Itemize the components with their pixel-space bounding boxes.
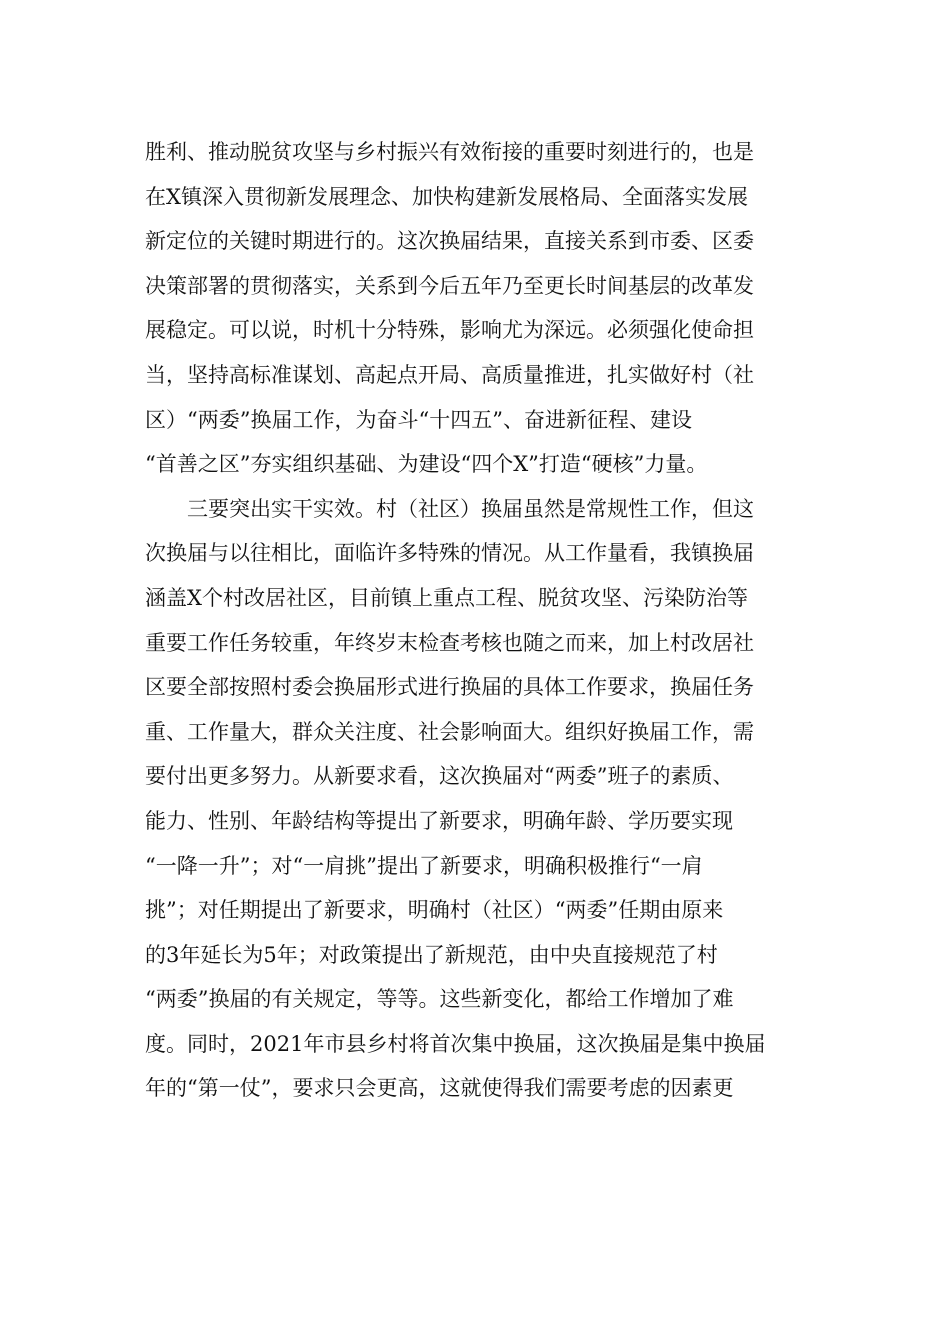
body-text — [145, 130, 825, 1111]
text-line: 重、工作量大，群众关注度、社会影响面大。组织好换届工作，需 — [145, 719, 754, 744]
text-line: 当，坚持高标准谋划、高起点开局、高质量推进，扎实做好村（社 — [145, 362, 754, 387]
text-line: 要付出更多努力。从新要求看，这次换届对“两委”班子的素质、 — [145, 764, 734, 789]
text-line: 挑”；对任期提出了新要求，明确村（社区）“两委”任期由原来 — [145, 898, 724, 923]
text-line: 区）“两委”换届工作，为奋斗“十四五”、奋进新征程、建设 — [145, 407, 692, 432]
text-line: 展稳定。可以说，时机十分特殊，影响尤为深远。必须强化使命担 — [145, 318, 754, 343]
text-line: “两委”换届的有关规定，等等。这些新变化，都给工作增加了难 — [145, 987, 734, 1012]
text-line: 度。同时，2021年市县乡村将首次集中换届，这次换届是集中换届 — [145, 1031, 766, 1056]
text-line: “一降一升”；对“一肩挑”提出了新要求，明确积极推行“一肩 — [145, 853, 703, 878]
text-line: 三要突出实干实效。村（社区）换届虽然是常规性工作，但这 — [145, 496, 754, 521]
text-line: 新定位的关键时期进行的。这次换届结果，直接关系到市委、区委 — [145, 229, 754, 254]
text-line: 次换届与以往相比，面临许多特殊的情况。从工作量看，我镇换届 — [145, 541, 754, 566]
text-line: 区要全部按照村委会换届形式进行换届的具体工作要求，换届任务 — [145, 675, 754, 700]
text-line: 能力、性别、年龄结构等提出了新要求，明确年龄、学历要实现 — [145, 808, 733, 833]
text-line: 在X镇深入贯彻新发展理念、加快构建新发展格局、全面落实发展 — [145, 184, 748, 209]
text-line: 年的“第一仗”，要求只会更高，这就使得我们需要考虑的因素更 — [145, 1076, 734, 1101]
text-line: 涵盖X个村改居社区，目前镇上重点工程、脱贫攻坚、污染防治等 — [145, 585, 748, 610]
text-line: “首善之区”夯实组织基础、为建设“四个X”打造“硬核”力量。 — [145, 452, 708, 477]
text-line: 的3年延长为5年；对政策提出了新规范，由中央直接规范了村 — [145, 942, 718, 967]
text-line: 重要工作任务较重，年终岁末检查考核也随之而来，加上村改居社 — [145, 630, 754, 655]
text-line: 决策部署的贯彻落实，关系到今后五年乃至更长时间基层的改革发 — [145, 273, 754, 298]
text-line: 胜利、推动脱贫攻坚与乡村振兴有效衔接的重要时刻进行的，也是 — [145, 140, 754, 164]
